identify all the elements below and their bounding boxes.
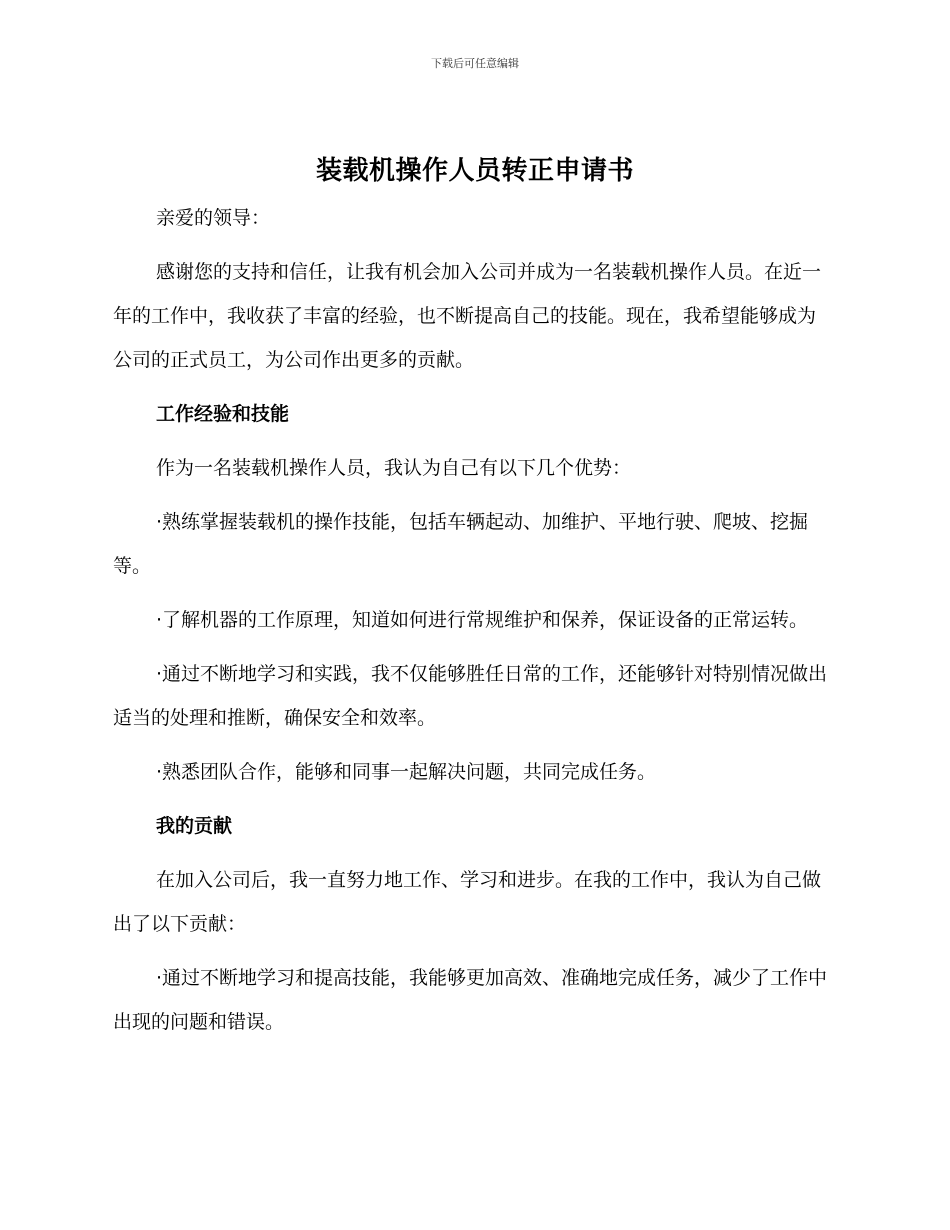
section-heading-contribution: 我的贡献 bbox=[156, 815, 233, 837]
page-header-note: 下载后可任意编辑 bbox=[431, 57, 519, 70]
list-item: ·通过不断地学习和提高技能，我能够更加高效、准确地完成任务，减少了工作中出现的问题和错误。 bbox=[113, 967, 828, 1033]
salutation: 亲爱的领导： bbox=[156, 207, 271, 229]
document-body bbox=[113, 196, 833, 1054]
list-item: ·熟悉团队合作，能够和同事一起解决问题，共同完成任务。 bbox=[156, 761, 657, 783]
list-item: ·熟练掌握装载机的操作技能，包括车辆起动、加维护、平地行驶、爬坡、挖掘等。 bbox=[113, 511, 809, 577]
intro-paragraph: 感谢您的支持和信任，让我有机会加入公司并成为一名装载机操作人员。在近一年的工作中，我收获了丰富的经验，也不断提高自己的技能。现在，我希望能够成为公司的正式员工，为公司作出更多的贡献。 bbox=[113, 261, 822, 371]
section-intro-contribution: 在加入公司后，我一直努力地工作、学习和进步。在我的工作中，我认为自己做出了以下贡献： bbox=[113, 869, 822, 935]
list-item: ·通过不断地学习和实践，我不仅能够胜任日常的工作，还能够针对特别情况做出适当的处理和推断，确保安全和效率。 bbox=[113, 663, 828, 729]
document-title: 装载机操作人员转正申请书 bbox=[315, 156, 634, 186]
list-item: ·了解机器的工作原理，知道如何进行常规维护和保养，保证设备的正常运转。 bbox=[156, 609, 809, 631]
section-intro-experience: 作为一名装载机操作人员，我认为自己有以下几个优势： bbox=[156, 457, 632, 479]
section-heading-experience: 工作经验和技能 bbox=[156, 403, 290, 425]
